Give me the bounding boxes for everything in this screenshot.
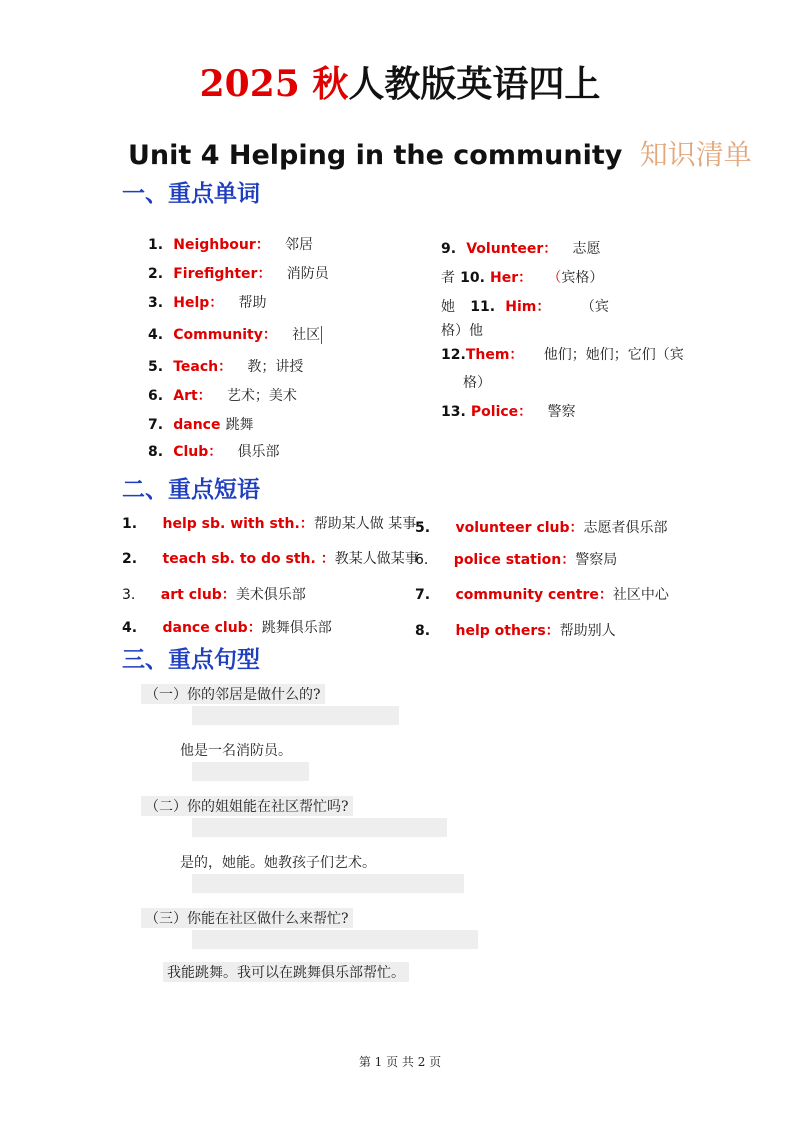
unit-subtitle	[128, 133, 752, 173]
word-item: 12.Them： 他们；她们；它们（宾	[441, 347, 684, 363]
section-heading-sentences: 三、重点句型	[122, 646, 260, 673]
word-item-cont: 格）他	[441, 323, 483, 339]
knowledge-list-tag: 知识清单	[639, 138, 752, 171]
word-item: 1. Neighbour： 邻居	[148, 237, 314, 253]
title-rest: 人教版英语四上	[348, 63, 601, 105]
unit-title: Unit 4 Helping in the community	[128, 140, 623, 171]
answer-blank[interactable]	[192, 818, 447, 837]
word-item: 13. Police： 警察	[441, 404, 576, 420]
answer-blank[interactable]	[192, 762, 309, 781]
sentence-question: （二）你的姐姐能在社区帮忙吗?	[141, 796, 353, 816]
title-autumn: 秋	[312, 63, 349, 105]
word-item: 5. Teach： 教；讲授	[148, 359, 304, 375]
word-item: 4. Community： 社区	[148, 327, 321, 343]
section-heading-words: 一、重点单词	[122, 180, 260, 207]
word-item: 8. Club： 俱乐部	[148, 444, 280, 460]
sentence-answer: 是的，她能。她教孩子们艺术。	[180, 855, 376, 871]
word-item-cont: 格）	[463, 375, 491, 391]
word-item: 3. Help： 帮助	[148, 295, 267, 311]
word-item: 7. dance 跳舞	[148, 417, 254, 433]
sentence-question: （一）你的邻居是做什么的?	[141, 684, 325, 704]
document-title	[0, 56, 800, 107]
phrase-item: 7. community centre：社区中心	[415, 587, 669, 603]
phrase-item: 3. art club：美术俱乐部	[122, 587, 306, 603]
title-year: 2025	[199, 63, 300, 105]
page-footer: 第 1 页 共 2 页	[358, 1055, 442, 1069]
word-item: 2. Firefighter： 消防员	[148, 266, 329, 282]
sentence-answer: 我能跳舞。我可以在跳舞俱乐部帮忙。	[163, 962, 409, 982]
answer-blank[interactable]	[192, 874, 464, 893]
phrase-item: 2. teach sb. to do sth. ：教某人做某事	[122, 551, 419, 567]
phrase-item: 6. police station：警察局	[415, 552, 618, 568]
answer-blank[interactable]	[192, 930, 478, 949]
answer-blank[interactable]	[192, 706, 399, 725]
word-item: 6. Art： 艺术；美术	[148, 388, 297, 404]
section-heading-phrases: 二、重点短语	[122, 476, 260, 503]
text-cursor	[321, 326, 322, 344]
phrase-item: 1. help sb. with sth.：帮助某人做 某事	[122, 516, 417, 532]
phrase-item: 4. dance club：跳舞俱乐部	[122, 620, 332, 636]
word-item: 她 11. Him： （宾	[441, 299, 609, 315]
phrase-item: 5. volunteer club：志愿者俱乐部	[415, 520, 668, 536]
phrase-item: 8. help others：帮助别人	[415, 623, 616, 639]
word-item: 者 10. Her： （宾格）	[441, 270, 604, 286]
sentence-question: （三）你能在社区做什么来帮忙?	[141, 908, 353, 928]
word-item: 9. Volunteer： 志愿	[441, 241, 601, 257]
sentence-answer: 他是一名消防员。	[180, 743, 292, 759]
